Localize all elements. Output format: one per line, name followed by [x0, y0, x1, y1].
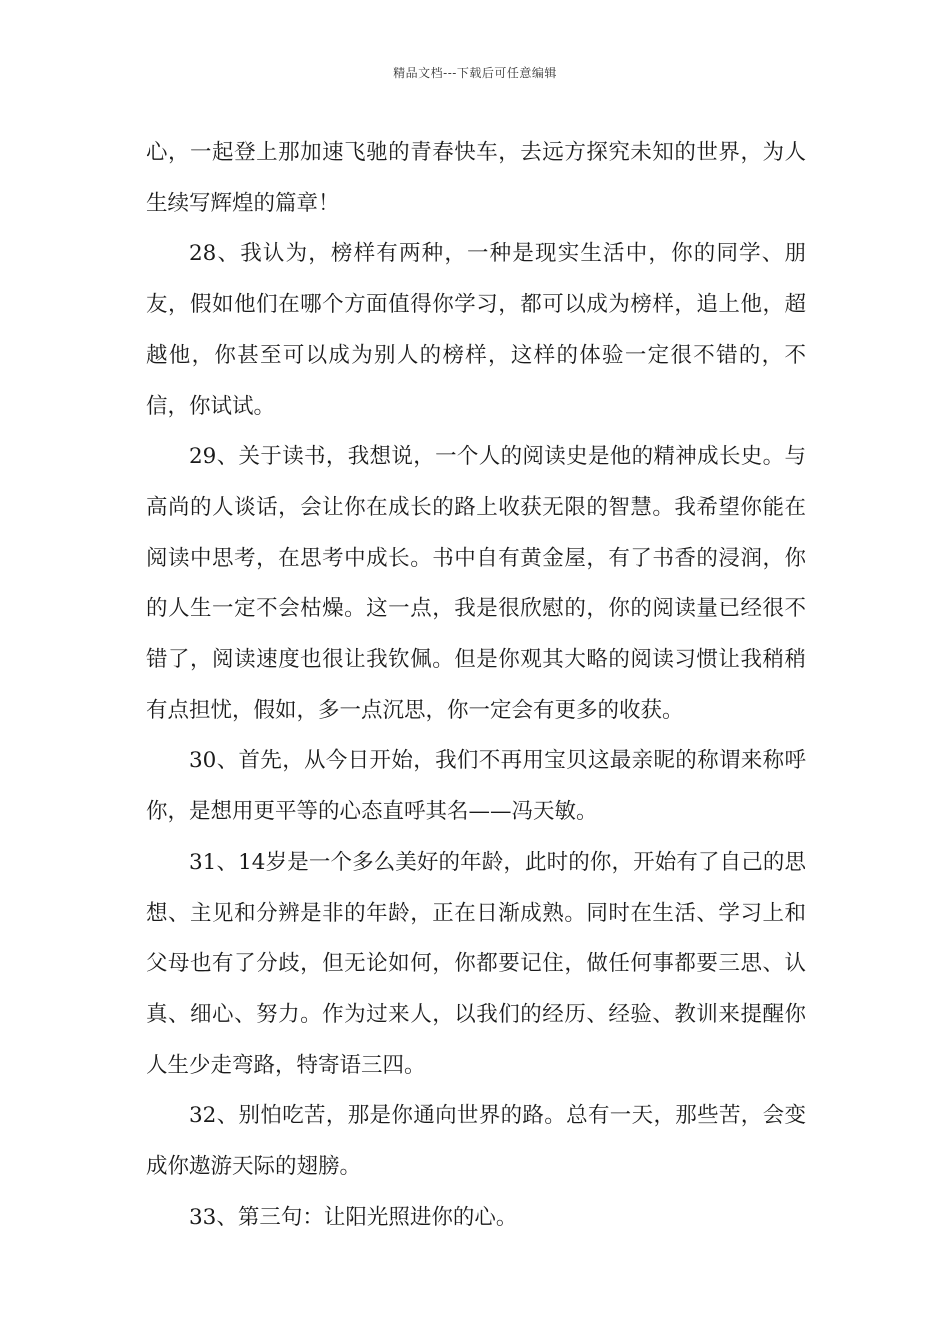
paragraph-32: 32、别怕吃苦，那是你通向世界的路。总有一天，那些苦，会变成你遨游天际的翅膀。 [146, 1103, 806, 1180]
paragraph-30: 30、首先，从今日开始，我们不再用宝贝这最亲昵的称谓来称呼你，是想用更平等的心态直呼其名——冯天敏。 [146, 748, 806, 825]
page-header: 精品文档---下载后可任意编辑 [393, 66, 557, 80]
paragraph-29: 29、关于读书，我想说，一个人的阅读史是他的精神成长史。与高尚的人谈话，会让你在成长的路上收获无限的智慧。我希望你能在阅读中思考，在思考中成长。书中自有黄金屋，有了书香的浸润，你的人生一定不会枯燥。这一点，我是很欣慰的，你的阅读量已经很不错了，阅读速度也很让我钦佩。但是你观其大略的阅读习惯让我稍稍有点担忧，假如，多一点沉思，你一定会有更多的收获。 [146, 444, 806, 723]
paragraph-continuation: 心，一起登上那加速飞驰的青春快车，去远方探究未知的世界，为人生续写辉煌的篇章！ [146, 140, 806, 216]
paragraph-31: 31、14岁是一个多么美好的年龄，此时的你，开始有了自己的思想、主见和分辨是非的年龄，正在日渐成熟。同时在生活、学习上和父母也有了分歧，但无论如何，你都要记住，做任何事都要三思、认真、细心、努力。作为过来人，以我们的经历、经验、教训来提醒你人生少走弯路，特寄语三四。 [146, 849, 806, 1078]
document-body [146, 128, 806, 1243]
paragraph-33: 33、第三句：让阳光照进你的心。 [189, 1204, 518, 1230]
paragraph-28: 28、我认为，榜样有两种，一种是现实生活中，你的同学、朋友，假如他们在哪个方面值得你学习，都可以成为榜样，追上他，超越他，你甚至可以成为别人的榜样，这样的体验一定很不错的，不信，你试试。 [146, 241, 806, 419]
